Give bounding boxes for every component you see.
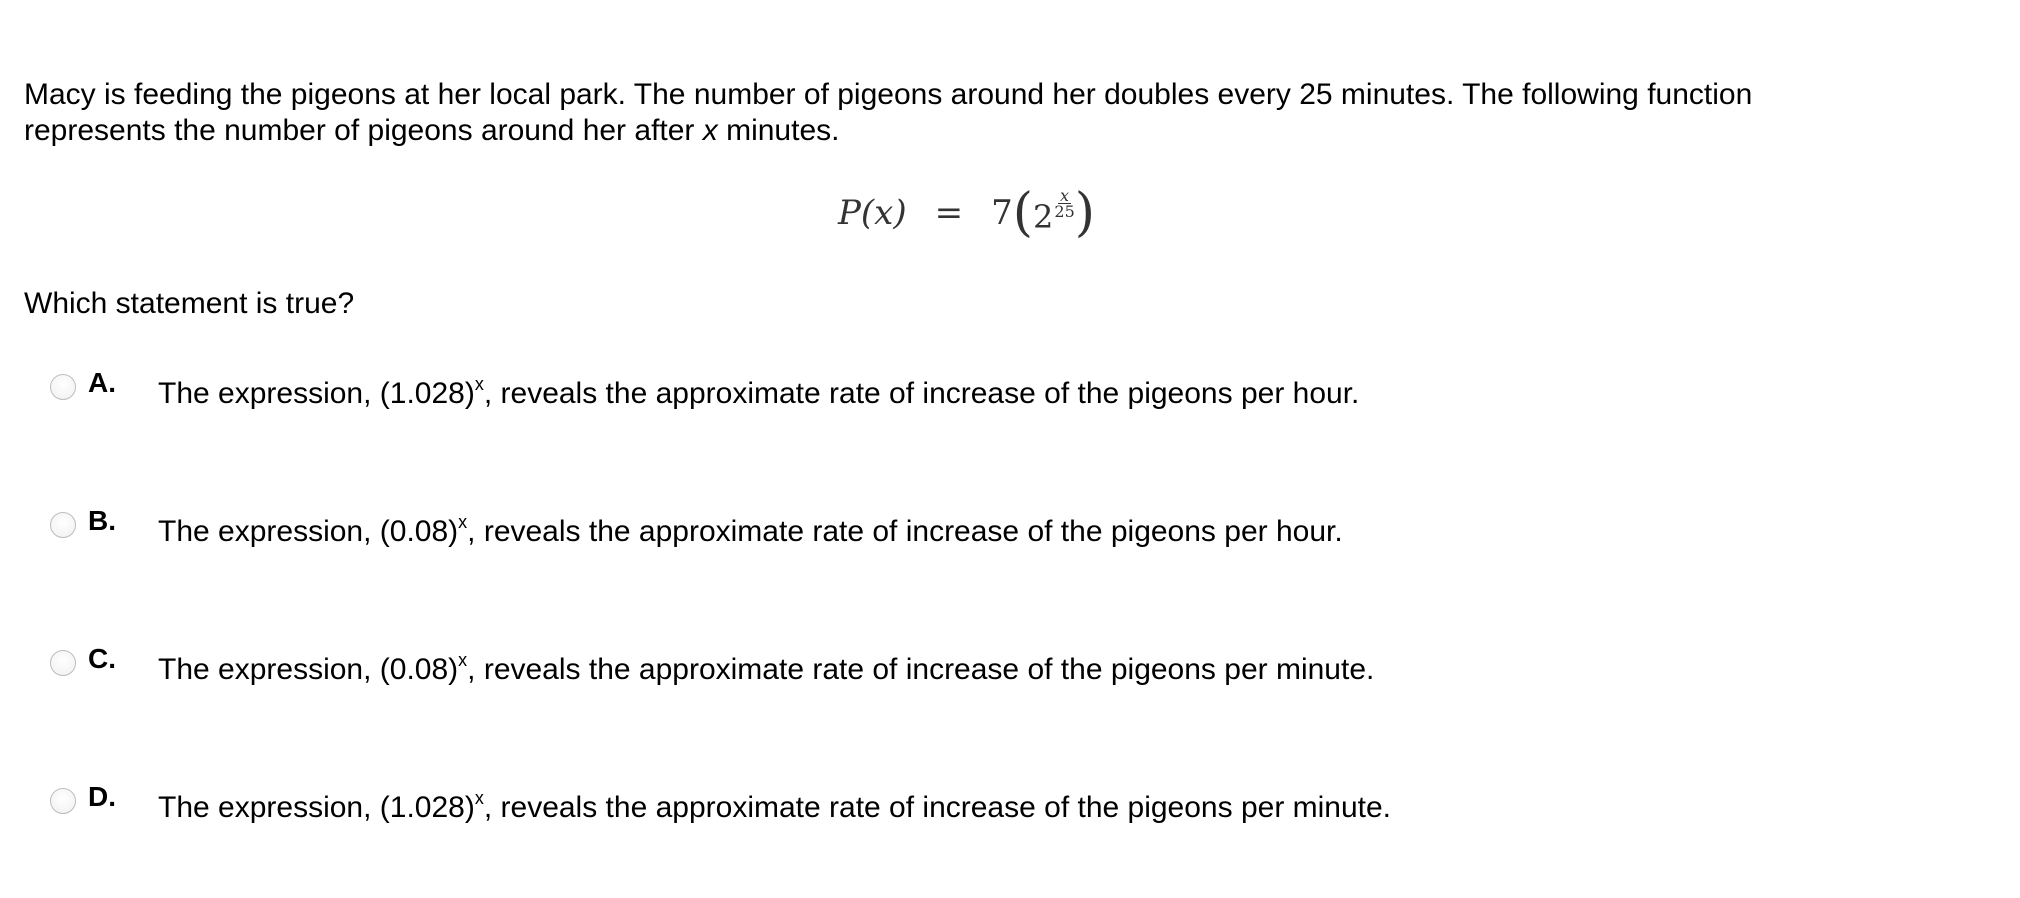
option-letter: C.: [88, 643, 116, 674]
option-text: [158, 376, 1359, 412]
option-text-before: The expression, (1.028): [158, 377, 475, 410]
option-text-after: , reveals the approximate rate of increase of the pigeons per hour.: [483, 377, 1360, 410]
formula-close-paren: ): [1074, 183, 1096, 243]
radio-button-a[interactable]: [50, 374, 76, 400]
option-text: [158, 652, 1374, 688]
question-variable: x: [702, 114, 718, 147]
formula-open-paren: (: [1012, 183, 1034, 243]
option-exponent: x: [458, 650, 468, 670]
function-formula: [838, 178, 1095, 248]
answer-option-b[interactable]: [50, 504, 1950, 548]
question-line-2-start: represents the number of pigeons around her after: [24, 114, 703, 147]
formula-lhs: P(x): [838, 193, 907, 233]
option-text-before: The expression, (0.08): [158, 653, 459, 686]
formula-exponent-numerator: x: [1060, 185, 1070, 205]
question-line-2-end: minutes.: [717, 114, 840, 147]
answer-option-a[interactable]: [50, 366, 1950, 410]
option-letter: B.: [88, 505, 116, 536]
formula-exponent-denominator: 25: [1054, 201, 1075, 221]
radio-button-d[interactable]: [50, 788, 76, 814]
option-letter: D.: [88, 781, 116, 812]
radio-button-c[interactable]: [50, 650, 76, 676]
option-text-after: , reveals the approximate rate of increase of the pigeons per minute.: [483, 791, 1392, 824]
option-exponent: x: [474, 788, 484, 808]
option-letter: A.: [88, 367, 116, 398]
option-exponent: x: [474, 374, 484, 394]
question-prompt: Which statement is true?: [24, 287, 355, 320]
formula-exponent: [1054, 185, 1075, 221]
formula-coefficient: 7: [991, 193, 1013, 233]
option-text: [158, 790, 1391, 826]
question-text: [24, 77, 1984, 149]
answer-option-c[interactable]: [50, 642, 1950, 686]
formula-base: 2: [1033, 198, 1054, 236]
option-text-before: The expression, (1.028): [158, 791, 475, 824]
answer-option-d[interactable]: [50, 780, 1950, 824]
option-text-after: , reveals the approximate rate of increase of the pigeons per minute.: [467, 653, 1375, 686]
question-line-1: Macy is feeding the pigeons at her local park. The number of pigeons around her doubles every 25 minutes. The following function: [24, 78, 1753, 111]
option-text: [158, 514, 1343, 550]
option-exponent: x: [458, 512, 468, 532]
radio-button-b[interactable]: [50, 512, 76, 538]
formula-equals: =: [934, 193, 964, 233]
option-text-before: The expression, (0.08): [158, 515, 459, 548]
option-text-after: , reveals the approximate rate of increase of the pigeons per hour.: [467, 515, 1343, 548]
